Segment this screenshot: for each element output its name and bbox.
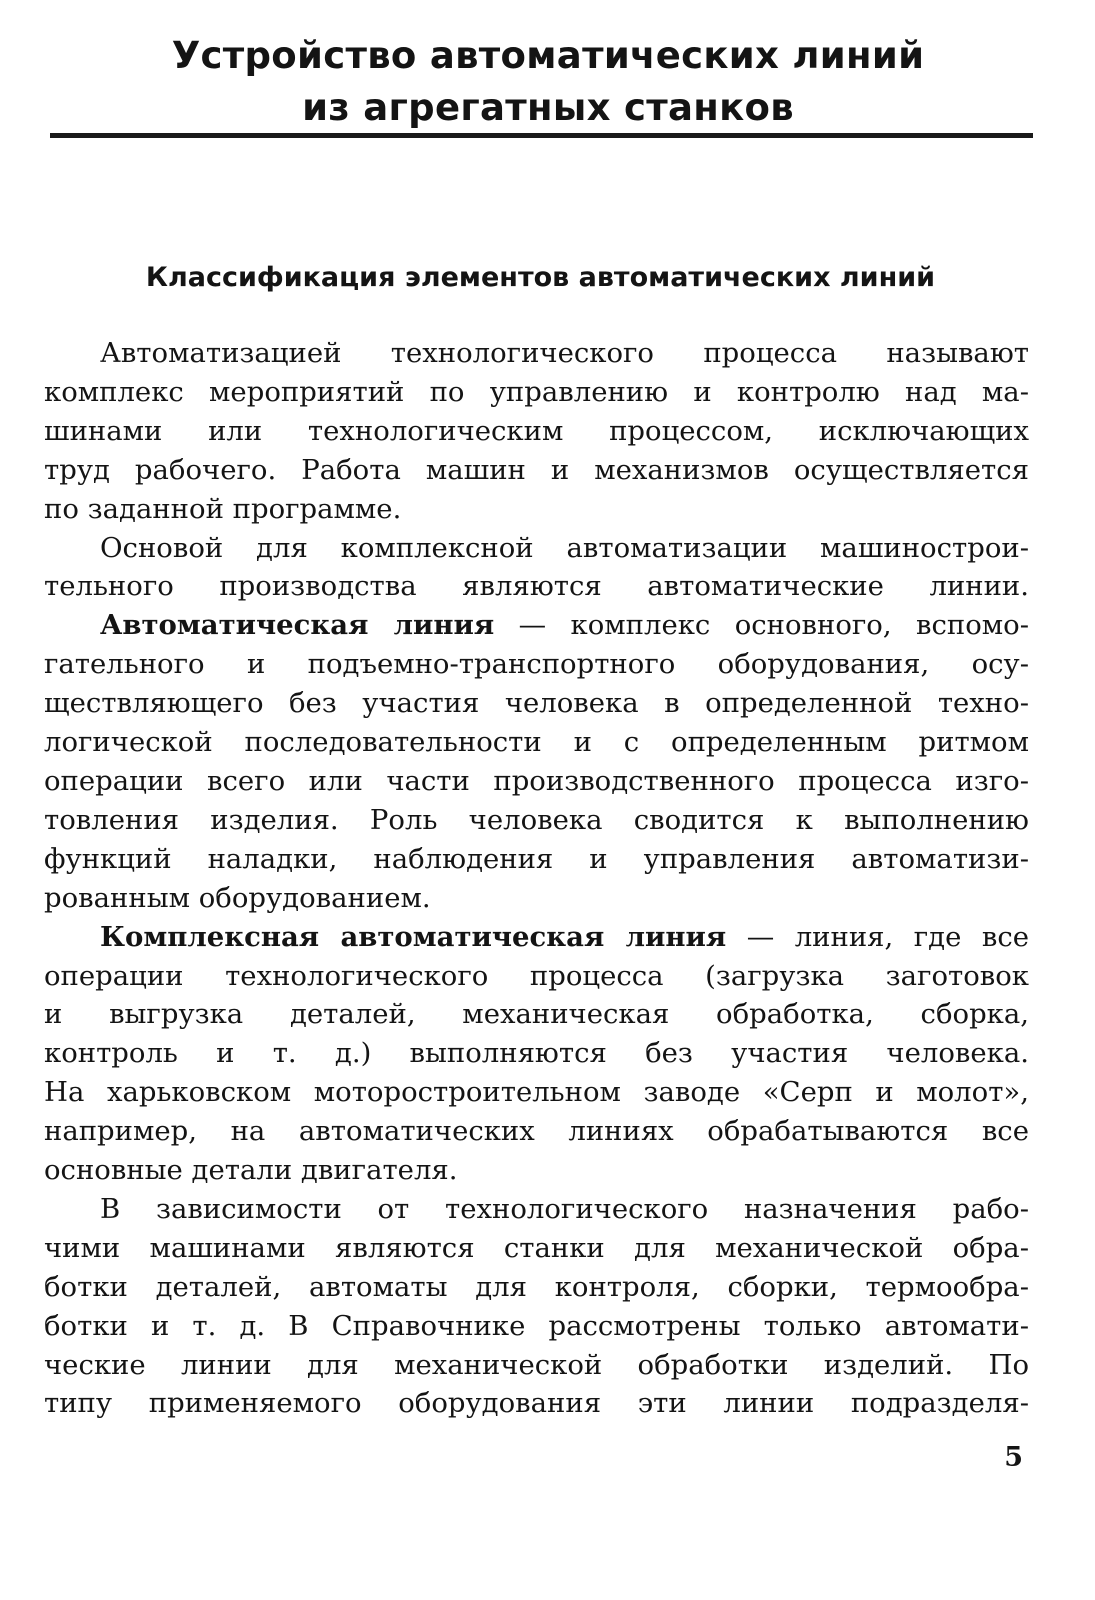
paragraph-automation-definition xyxy=(44,334,1029,529)
text-line: рованным оборудованием. xyxy=(44,881,431,914)
paragraph-automatic-lines-basis xyxy=(44,529,1029,607)
text-line: например, на автоматических линиях обрабатываются все xyxy=(44,1115,1029,1148)
text-line: труд рабочего. Работа машин и механизмов осуществляется xyxy=(44,453,1029,486)
section-heading: Классификация элементов автоматических линий xyxy=(145,262,936,293)
text-line xyxy=(44,606,1029,645)
text-line: логической последовательности и с определенным ритмом xyxy=(44,726,1029,759)
paragraph-complex-line-definition xyxy=(44,918,1029,1190)
chapter-title xyxy=(48,30,1048,134)
text-line: операции всего или части производственного процесса изго- xyxy=(44,764,1029,797)
page-number: 5 xyxy=(1004,1442,1023,1473)
text-line: и выгрузка деталей, механическая обработка, сборка, xyxy=(44,998,1029,1031)
text-line xyxy=(44,918,1029,957)
chapter-title-line-1: Устройство автоматических линий xyxy=(171,34,925,77)
text-line: ществляющего без участия человека в определенной техно- xyxy=(44,687,1029,720)
text-line: На харьковском моторостроительном заводе «Серп и молот», xyxy=(44,1076,1029,1109)
text-line: основные детали двигателя. xyxy=(44,1154,458,1187)
text-line: тельного производства являются автоматические линии. xyxy=(44,570,1029,603)
text-line: ботки и т. д. В Справочнике рассмотрены только автомати- xyxy=(44,1309,1029,1342)
text-line: чими машинами являются станки для механической обра- xyxy=(44,1231,1029,1264)
defined-term: Комплексная автоматическая линия xyxy=(100,920,727,953)
paragraph-working-machines xyxy=(44,1190,1029,1423)
text-line: гательного и подъемно-транспортного оборудования, осу- xyxy=(44,648,1029,681)
defined-term: Автоматическая линия xyxy=(100,609,495,642)
text-line: по заданной программе. xyxy=(44,492,402,525)
text-line: Основой для комплексной автоматизации машинострои- xyxy=(100,531,1029,564)
text-line: В зависимости от технологического назначения рабо- xyxy=(100,1192,1029,1225)
paragraph-automatic-line-definition xyxy=(44,606,1029,917)
text-fragment: — комплекс основного, вспомо- xyxy=(494,609,1029,642)
text-line: контроль и т. д.) выполняются без участия человека. xyxy=(44,1037,1029,1070)
title-rule xyxy=(50,133,1033,138)
body-text xyxy=(44,334,1029,1423)
text-line: ботки деталей, автоматы для контроля, сборки, термообра- xyxy=(44,1270,1029,1303)
text-line: типу применяемого оборудования эти линии подразделя- xyxy=(44,1387,1029,1420)
text-line: шинами или технологическим процессом, исключающих xyxy=(44,414,1029,447)
text-line: комплекс мероприятий по управлению и контролю над ма- xyxy=(44,375,1029,408)
text-line: товления изделия. Роль человека сводится к выполнению xyxy=(44,803,1029,836)
text-fragment: — линия, где все xyxy=(726,920,1029,953)
text-line: Автоматизацией технологического процесса называют xyxy=(100,337,1029,369)
text-line: операции технологического процесса (загрузка заготовок xyxy=(44,959,1029,992)
chapter-title-line-2: из агрегатных станков xyxy=(302,86,794,129)
text-line: функций наладки, наблюдения и управления автоматизи- xyxy=(44,842,1029,875)
text-line: ческие линии для механической обработки изделий. По xyxy=(44,1348,1029,1381)
